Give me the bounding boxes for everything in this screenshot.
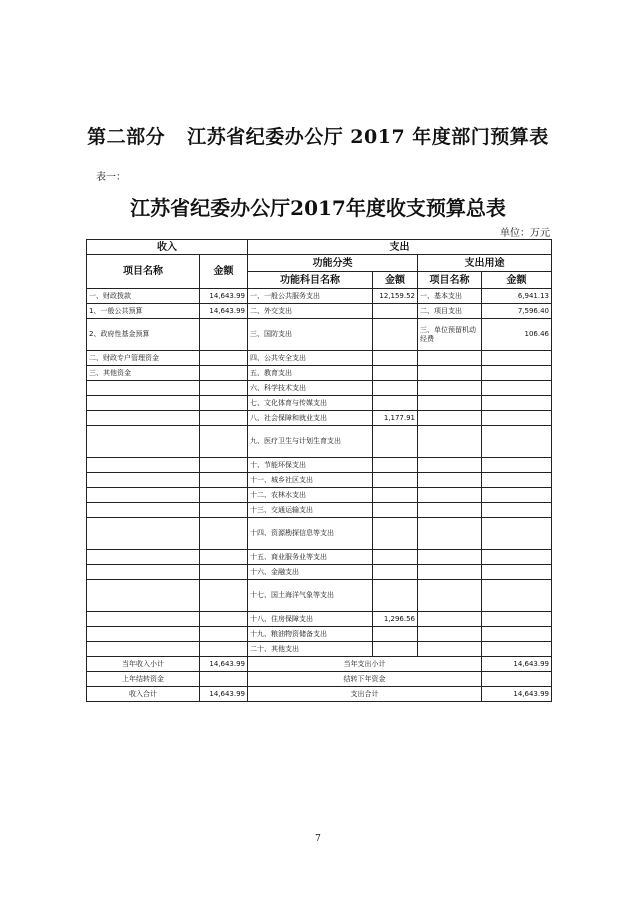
income-item-cell [87, 396, 200, 411]
table-row [87, 612, 552, 627]
use-amount-cell [482, 396, 552, 411]
use-item-cell [418, 381, 482, 396]
income-amount-cell [200, 503, 248, 518]
use-item-cell [418, 458, 482, 473]
table-row [87, 458, 552, 473]
income-item-cell [87, 642, 200, 657]
func-subject-cell: 十一、城乡社区支出 [248, 473, 373, 488]
income-item-cell: 一、财政拨款 [87, 289, 200, 304]
use-amount-cell: 7,596.40 [482, 304, 552, 319]
income-item-cell [87, 488, 200, 503]
use-item-cell [418, 426, 482, 458]
income-amount-cell [200, 565, 248, 580]
use-item-cell [418, 351, 482, 366]
use-amount-cell [482, 458, 552, 473]
use-item-cell [418, 612, 482, 627]
func-amount-cell [373, 319, 418, 351]
func-amount-cell [373, 396, 418, 411]
func-subject-cell: 一、一般公共服务支出 [248, 289, 373, 304]
func-amount-cell [373, 627, 418, 642]
use-item-cell [418, 627, 482, 642]
income-amount-cell [200, 351, 248, 366]
expense-header: 支出 [248, 240, 552, 255]
func-amount-cell: 12,159.52 [373, 289, 418, 304]
use-item-cell [418, 550, 482, 565]
table-row [87, 642, 552, 657]
func-subject-cell: 二、外交支出 [248, 304, 373, 319]
income-item-cell [87, 473, 200, 488]
income-item-cell: 三、其他资金 [87, 366, 200, 381]
income-amount-cell [200, 627, 248, 642]
income-item-cell [87, 612, 200, 627]
table-row [87, 518, 552, 550]
income-item-cell [87, 503, 200, 518]
use-amount-header: 金额 [482, 272, 552, 289]
func-amount-cell: 1,296.56 [373, 612, 418, 627]
func-subject-cell: 十六、金融支出 [248, 565, 373, 580]
expense-total-amount [482, 672, 552, 687]
income-header: 收入 [87, 240, 248, 255]
func-subject-cell: 五、教育支出 [248, 366, 373, 381]
func-amount-cell [373, 426, 418, 458]
table-row [87, 351, 552, 366]
use-item-cell [418, 642, 482, 657]
use-item-cell: 二、项目支出 [418, 304, 482, 319]
use-amount-cell [482, 411, 552, 426]
func-amount-cell [373, 473, 418, 488]
income-amount-cell [200, 550, 248, 565]
use-item-cell [418, 565, 482, 580]
use-item-cell [418, 580, 482, 612]
func-amount-header: 金额 [373, 272, 418, 289]
func-subject-cell: 六、科学技术支出 [248, 381, 373, 396]
use-amount-cell: 6,941.13 [482, 289, 552, 304]
functional-header: 功能分类 [248, 255, 418, 272]
table-row [87, 503, 552, 518]
income-item-cell [87, 550, 200, 565]
part-label: 第二部分 [87, 126, 166, 148]
use-amount-cell [482, 642, 552, 657]
use-item-cell: 一、基本支出 [418, 289, 482, 304]
income-item-cell [87, 627, 200, 642]
income-amount-header: 金额 [200, 255, 248, 289]
total-row [87, 687, 552, 702]
income-amount-cell [200, 518, 248, 550]
income-amount-cell [200, 473, 248, 488]
func-subject-cell: 十、节能环保支出 [248, 458, 373, 473]
income-item-header: 项目名称 [87, 255, 200, 289]
use-item-cell [418, 366, 482, 381]
use-amount-cell [482, 351, 552, 366]
income-item-cell: 1、一般公共预算 [87, 304, 200, 319]
part-title [0, 122, 636, 149]
usage-header: 支出用途 [418, 255, 552, 272]
table-totals [87, 657, 552, 702]
table-row [87, 381, 552, 396]
budget-table [86, 239, 552, 702]
func-subject-cell: 二十、其他支出 [248, 642, 373, 657]
table-row [87, 426, 552, 458]
func-amount-cell [373, 550, 418, 565]
part-name: 江苏省纪委办公厅 2017 年度部门预算表 [187, 126, 549, 148]
income-total-amount [200, 672, 248, 687]
use-amount-cell [482, 381, 552, 396]
expense-total-label: 结转下年资金 [248, 672, 482, 687]
func-amount-cell [373, 518, 418, 550]
income-amount-cell [200, 580, 248, 612]
expense-total-amount: 14,643.99 [482, 687, 552, 702]
table-row [87, 565, 552, 580]
income-item-cell [87, 411, 200, 426]
income-item-cell [87, 580, 200, 612]
use-item-cell [418, 488, 482, 503]
table-row [87, 488, 552, 503]
use-amount-cell [482, 565, 552, 580]
income-item-cell [87, 426, 200, 458]
table-row [87, 396, 552, 411]
income-amount-cell [200, 396, 248, 411]
page-number: 7 [315, 834, 321, 844]
table-row [87, 580, 552, 612]
total-row [87, 672, 552, 687]
func-subject-cell: 十三、交通运输支出 [248, 503, 373, 518]
func-amount-cell [373, 642, 418, 657]
func-subject-cell: 九、医疗卫生与计划生育支出 [248, 426, 373, 458]
func-amount-cell [373, 503, 418, 518]
income-amount-cell [200, 319, 248, 351]
income-total-label: 当年收入小计 [87, 657, 200, 672]
table-row [87, 550, 552, 565]
table-row [87, 411, 552, 426]
func-subject-cell: 十八、住房保障支出 [248, 612, 373, 627]
use-amount-cell [482, 627, 552, 642]
func-subject-cell: 十五、商业服务业等支出 [248, 550, 373, 565]
income-total-label: 上年结转资金 [87, 672, 200, 687]
func-subject-cell: 十九、粮油物资储备支出 [248, 627, 373, 642]
income-amount-cell [200, 426, 248, 458]
income-item-cell [87, 458, 200, 473]
income-total-amount: 14,643.99 [200, 657, 248, 672]
table-body [87, 289, 552, 657]
use-item-cell: 三、单位预留机动经费 [418, 319, 482, 351]
income-amount-cell [200, 411, 248, 426]
func-amount-cell [373, 351, 418, 366]
use-amount-cell [482, 426, 552, 458]
func-amount-cell [373, 381, 418, 396]
expense-total-label: 支出合计 [248, 687, 482, 702]
unit-label: 单位：万元 [500, 228, 550, 239]
use-item-cell [418, 396, 482, 411]
table-row [87, 627, 552, 642]
income-amount-cell [200, 612, 248, 627]
total-row [87, 657, 552, 672]
table-row [87, 319, 552, 351]
use-amount-cell [482, 612, 552, 627]
use-amount-cell [482, 503, 552, 518]
income-item-cell [87, 518, 200, 550]
use-amount-cell [482, 580, 552, 612]
use-amount-cell: 106.46 [482, 319, 552, 351]
income-amount-cell [200, 642, 248, 657]
use-item-cell [418, 503, 482, 518]
expense-total-label: 当年支出小计 [248, 657, 482, 672]
income-total-label: 收入合计 [87, 687, 200, 702]
use-item-header: 项目名称 [418, 272, 482, 289]
use-item-cell [418, 518, 482, 550]
income-item-cell: 2、政府性基金预算 [87, 319, 200, 351]
table-row [87, 289, 552, 304]
income-total-amount: 14,643.99 [200, 687, 248, 702]
income-amount-cell [200, 458, 248, 473]
use-amount-cell [482, 366, 552, 381]
func-amount-cell [373, 488, 418, 503]
income-item-cell [87, 565, 200, 580]
use-amount-cell [482, 488, 552, 503]
use-amount-cell [482, 473, 552, 488]
income-amount-cell [200, 366, 248, 381]
income-item-cell: 二、财政专户管理资金 [87, 351, 200, 366]
use-amount-cell [482, 518, 552, 550]
func-amount-cell: 1,177.91 [373, 411, 418, 426]
table-row [87, 304, 552, 319]
func-subject-cell: 三、国防支出 [248, 319, 373, 351]
table-title: 江苏省纪委办公厅2017年度收支预算总表 [130, 196, 506, 220]
func-amount-cell [373, 565, 418, 580]
income-amount-cell: 14,643.99 [200, 289, 248, 304]
income-amount-cell [200, 488, 248, 503]
income-amount-cell: 14,643.99 [200, 304, 248, 319]
income-amount-cell [200, 381, 248, 396]
func-subject-cell: 十七、国土海洋气象等支出 [248, 580, 373, 612]
use-amount-cell [482, 550, 552, 565]
expense-total-amount: 14,643.99 [482, 657, 552, 672]
func-subject-header: 功能科目名称 [248, 272, 373, 289]
func-subject-cell: 七、文化体育与传媒支出 [248, 396, 373, 411]
use-item-cell [418, 473, 482, 488]
income-item-cell [87, 381, 200, 396]
func-amount-cell [373, 366, 418, 381]
func-subject-cell: 十二、农林水支出 [248, 488, 373, 503]
func-amount-cell [373, 304, 418, 319]
table-row [87, 473, 552, 488]
table-label: 表一： [96, 172, 126, 183]
table-row [87, 366, 552, 381]
func-subject-cell: 四、公共安全支出 [248, 351, 373, 366]
func-amount-cell [373, 458, 418, 473]
func-subject-cell: 十四、资源勘探信息等支出 [248, 518, 373, 550]
use-item-cell [418, 411, 482, 426]
func-amount-cell [373, 580, 418, 612]
func-subject-cell: 八、社会保障和就业支出 [248, 411, 373, 426]
